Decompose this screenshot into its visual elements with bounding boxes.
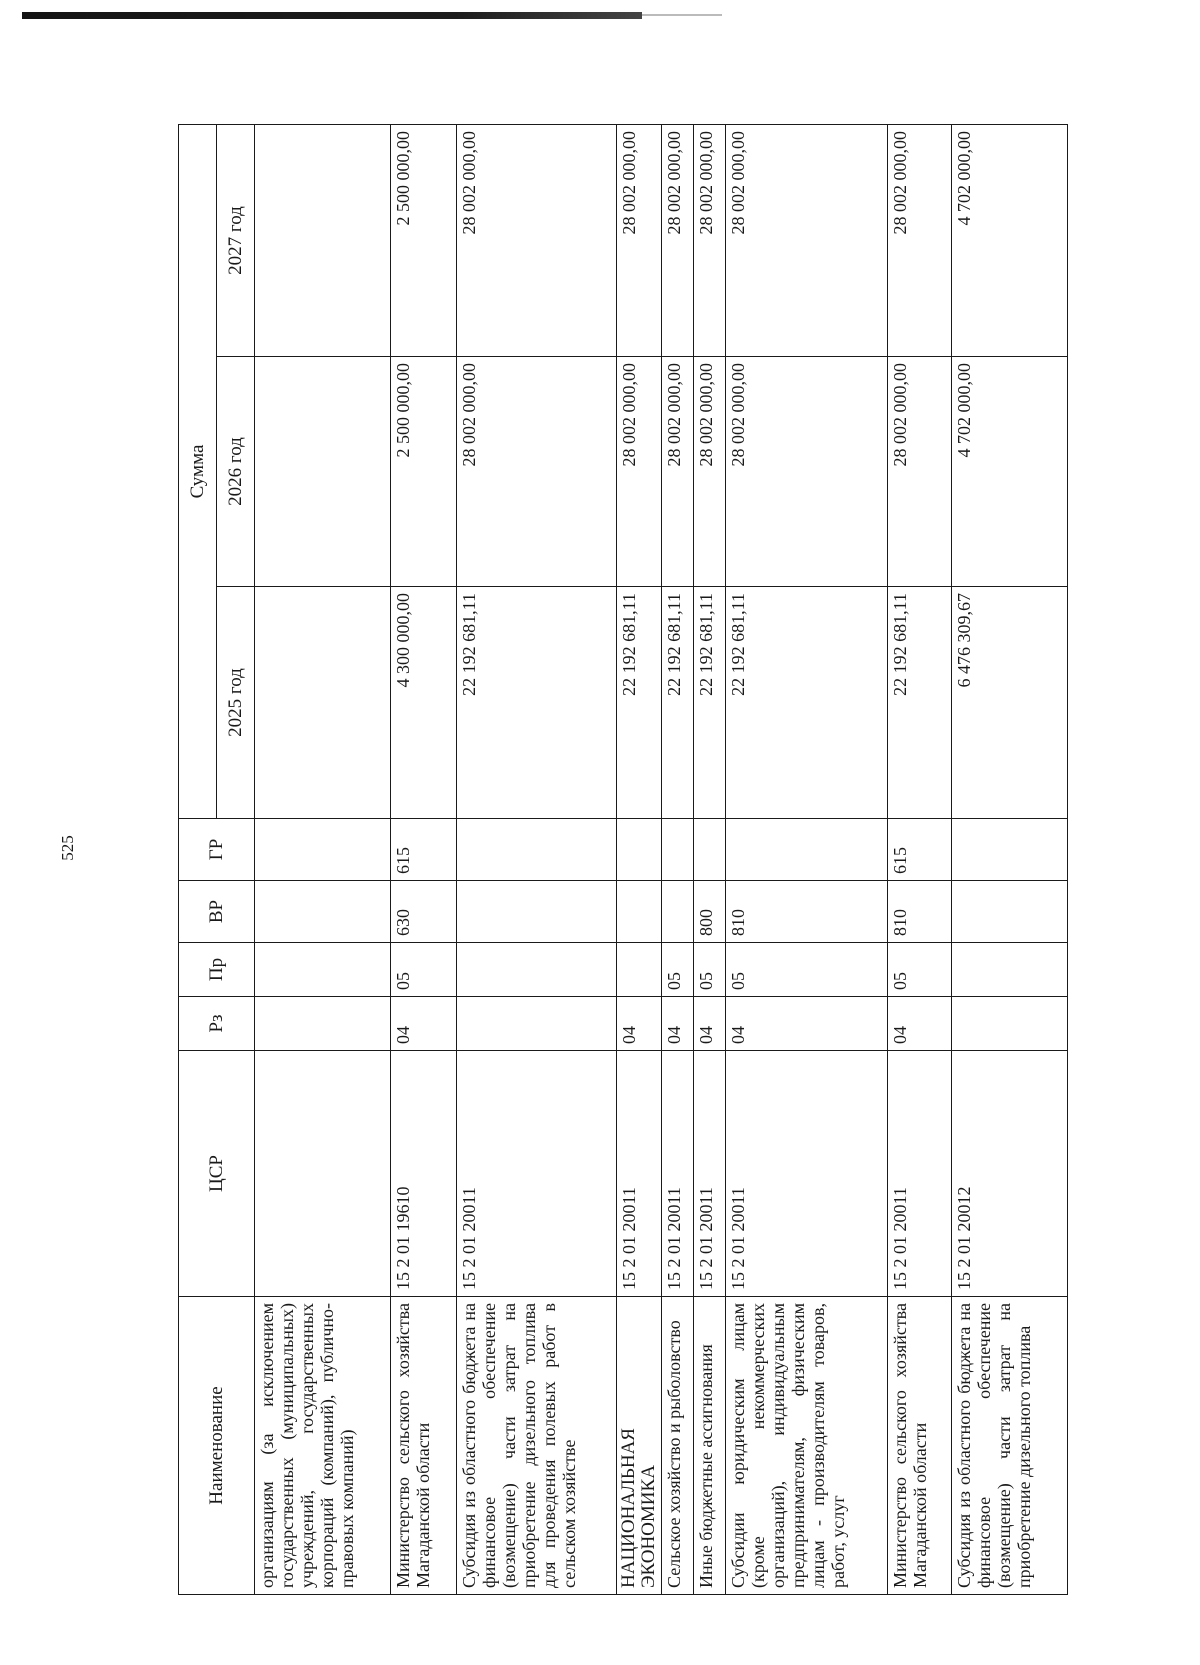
header-vr: ВР bbox=[179, 881, 255, 943]
cell-2027: 28 002 000,00 bbox=[662, 124, 694, 356]
cell-2026: 28 002 000,00 bbox=[726, 357, 888, 587]
cell-gr bbox=[694, 819, 726, 881]
table-row bbox=[888, 124, 952, 1594]
cell-rz: 04 bbox=[726, 997, 888, 1051]
cell-csr: 15 2 01 20011 bbox=[457, 1051, 617, 1297]
cell-rz: 04 bbox=[694, 997, 726, 1051]
cell-csr: 15 2 01 20011 bbox=[726, 1051, 888, 1297]
table-row bbox=[726, 124, 888, 1594]
header-name: Наименование bbox=[179, 1297, 255, 1595]
cell-2026: 28 002 000,00 bbox=[457, 357, 617, 587]
cell-2027 bbox=[255, 124, 391, 356]
cell-vr: 810 bbox=[726, 881, 888, 943]
header-row-top bbox=[179, 124, 217, 1594]
cell-name: Министерство сельского хозяйства Магаданской области bbox=[888, 1297, 952, 1595]
cell-vr bbox=[617, 881, 662, 943]
cell-2027: 4 702 000,00 bbox=[952, 124, 1068, 356]
cell-vr bbox=[255, 881, 391, 943]
cell-2026 bbox=[255, 357, 391, 587]
cell-name: Субсидия из областного бюджета на финансовое обеспечение (возмещение) части затрат на приобретение дизельного топлива bbox=[952, 1297, 1068, 1595]
cell-csr: 15 2 01 20012 bbox=[952, 1051, 1068, 1297]
table-row bbox=[952, 124, 1068, 1594]
table-row bbox=[391, 124, 457, 1594]
cell-2025: 22 192 681,11 bbox=[457, 587, 617, 819]
cell-gr bbox=[662, 819, 694, 881]
cell-pr: 05 bbox=[662, 943, 694, 997]
cell-vr bbox=[662, 881, 694, 943]
cell-gr bbox=[726, 819, 888, 881]
cell-2025 bbox=[255, 587, 391, 819]
page-number: 525 bbox=[58, 835, 77, 861]
cell-2026: 4 702 000,00 bbox=[952, 357, 1068, 587]
table-row bbox=[255, 124, 391, 1594]
cell-2027: 28 002 000,00 bbox=[726, 124, 888, 356]
cell-rz bbox=[457, 997, 617, 1051]
cell-rz: 04 bbox=[662, 997, 694, 1051]
cell-2025: 22 192 681,11 bbox=[694, 587, 726, 819]
cell-2026: 28 002 000,00 bbox=[662, 357, 694, 587]
cell-pr bbox=[255, 943, 391, 997]
cell-2027: 28 002 000,00 bbox=[617, 124, 662, 356]
cell-2027: 28 002 000,00 bbox=[457, 124, 617, 356]
cell-gr: 615 bbox=[391, 819, 457, 881]
cell-pr: 05 bbox=[888, 943, 952, 997]
header-sum: Сумма bbox=[179, 124, 217, 818]
cell-pr: 05 bbox=[694, 943, 726, 997]
cell-2026: 28 002 000,00 bbox=[617, 357, 662, 587]
cell-name: Сельское хозяйство и рыболовство bbox=[662, 1297, 694, 1595]
scan-edge-bar bbox=[22, 12, 642, 19]
table-row bbox=[617, 124, 662, 1594]
cell-vr bbox=[457, 881, 617, 943]
header-pr: Пр bbox=[179, 943, 255, 997]
cell-pr bbox=[617, 943, 662, 997]
cell-pr bbox=[457, 943, 617, 997]
cell-csr bbox=[255, 1051, 391, 1297]
cell-rz: 04 bbox=[888, 997, 952, 1051]
cell-vr: 800 bbox=[694, 881, 726, 943]
cell-name: Субсидии юридическим лицам (кроме некоммерческих организаций), индивидуальным предпринимателям, физическим лицам - производителям товаров, работ, услуг bbox=[726, 1297, 888, 1595]
cell-2027: 28 002 000,00 bbox=[888, 124, 952, 356]
header-year-2027: 2027 год bbox=[217, 124, 255, 356]
cell-vr: 810 bbox=[888, 881, 952, 943]
cell-gr bbox=[617, 819, 662, 881]
cell-vr: 630 bbox=[391, 881, 457, 943]
header-year-2025: 2025 год bbox=[217, 587, 255, 819]
cell-2025: 22 192 681,11 bbox=[888, 587, 952, 819]
cell-2026: 28 002 000,00 bbox=[888, 357, 952, 587]
cell-gr bbox=[457, 819, 617, 881]
rotated-table-wrapper bbox=[178, 125, 1058, 1595]
cell-csr: 15 2 01 20011 bbox=[617, 1051, 662, 1297]
cell-csr: 15 2 01 19610 bbox=[391, 1051, 457, 1297]
table-row bbox=[457, 124, 617, 1594]
cell-2026: 2 500 000,00 bbox=[391, 357, 457, 587]
cell-2026: 28 002 000,00 bbox=[694, 357, 726, 587]
cell-rz bbox=[255, 997, 391, 1051]
cell-name: Иные бюджетные ассигнования bbox=[694, 1297, 726, 1595]
budget-table bbox=[178, 124, 1068, 1595]
cell-2025: 4 300 000,00 bbox=[391, 587, 457, 819]
cell-2025: 6 476 309,67 bbox=[952, 587, 1068, 819]
cell-rz: 04 bbox=[617, 997, 662, 1051]
cell-csr: 15 2 01 20011 bbox=[694, 1051, 726, 1297]
cell-name: Субсидия из областного бюджета на финансовое обеспечение (возмещение) части затрат на приобретение дизельного топлива для проведения полевых работ в сельском хозяйстве bbox=[457, 1297, 617, 1595]
header-gr: ГР bbox=[179, 819, 255, 881]
cell-gr bbox=[952, 819, 1068, 881]
header-rz: Рз bbox=[179, 997, 255, 1051]
table-row bbox=[662, 124, 694, 1594]
cell-pr: 05 bbox=[726, 943, 888, 997]
cell-csr: 15 2 01 20011 bbox=[662, 1051, 694, 1297]
cell-pr: 05 bbox=[391, 943, 457, 997]
cell-csr: 15 2 01 20011 bbox=[888, 1051, 952, 1297]
cell-2027: 28 002 000,00 bbox=[694, 124, 726, 356]
cell-name: организациям (за исключением государственных (муниципальных) учреждений, государственных корпораций (компаний), публично-правовых компаний) bbox=[255, 1297, 391, 1595]
table-row bbox=[694, 124, 726, 1594]
cell-name: НАЦИОНАЛЬНАЯ ЭКОНОМИКА bbox=[617, 1297, 662, 1595]
cell-gr: 615 bbox=[888, 819, 952, 881]
cell-2025: 22 192 681,11 bbox=[726, 587, 888, 819]
cell-rz: 04 bbox=[391, 997, 457, 1051]
cell-pr bbox=[952, 943, 1068, 997]
cell-name: Министерство сельского хозяйства Магаданской области bbox=[391, 1297, 457, 1595]
cell-2027: 2 500 000,00 bbox=[391, 124, 457, 356]
cell-vr bbox=[952, 881, 1068, 943]
cell-rz bbox=[952, 997, 1068, 1051]
header-csr: ЦСР bbox=[179, 1051, 255, 1297]
cell-gr bbox=[255, 819, 391, 881]
header-year-2026: 2026 год bbox=[217, 357, 255, 587]
scan-edge-bar-tail bbox=[642, 14, 722, 16]
cell-2025: 22 192 681,11 bbox=[617, 587, 662, 819]
cell-2025: 22 192 681,11 bbox=[662, 587, 694, 819]
